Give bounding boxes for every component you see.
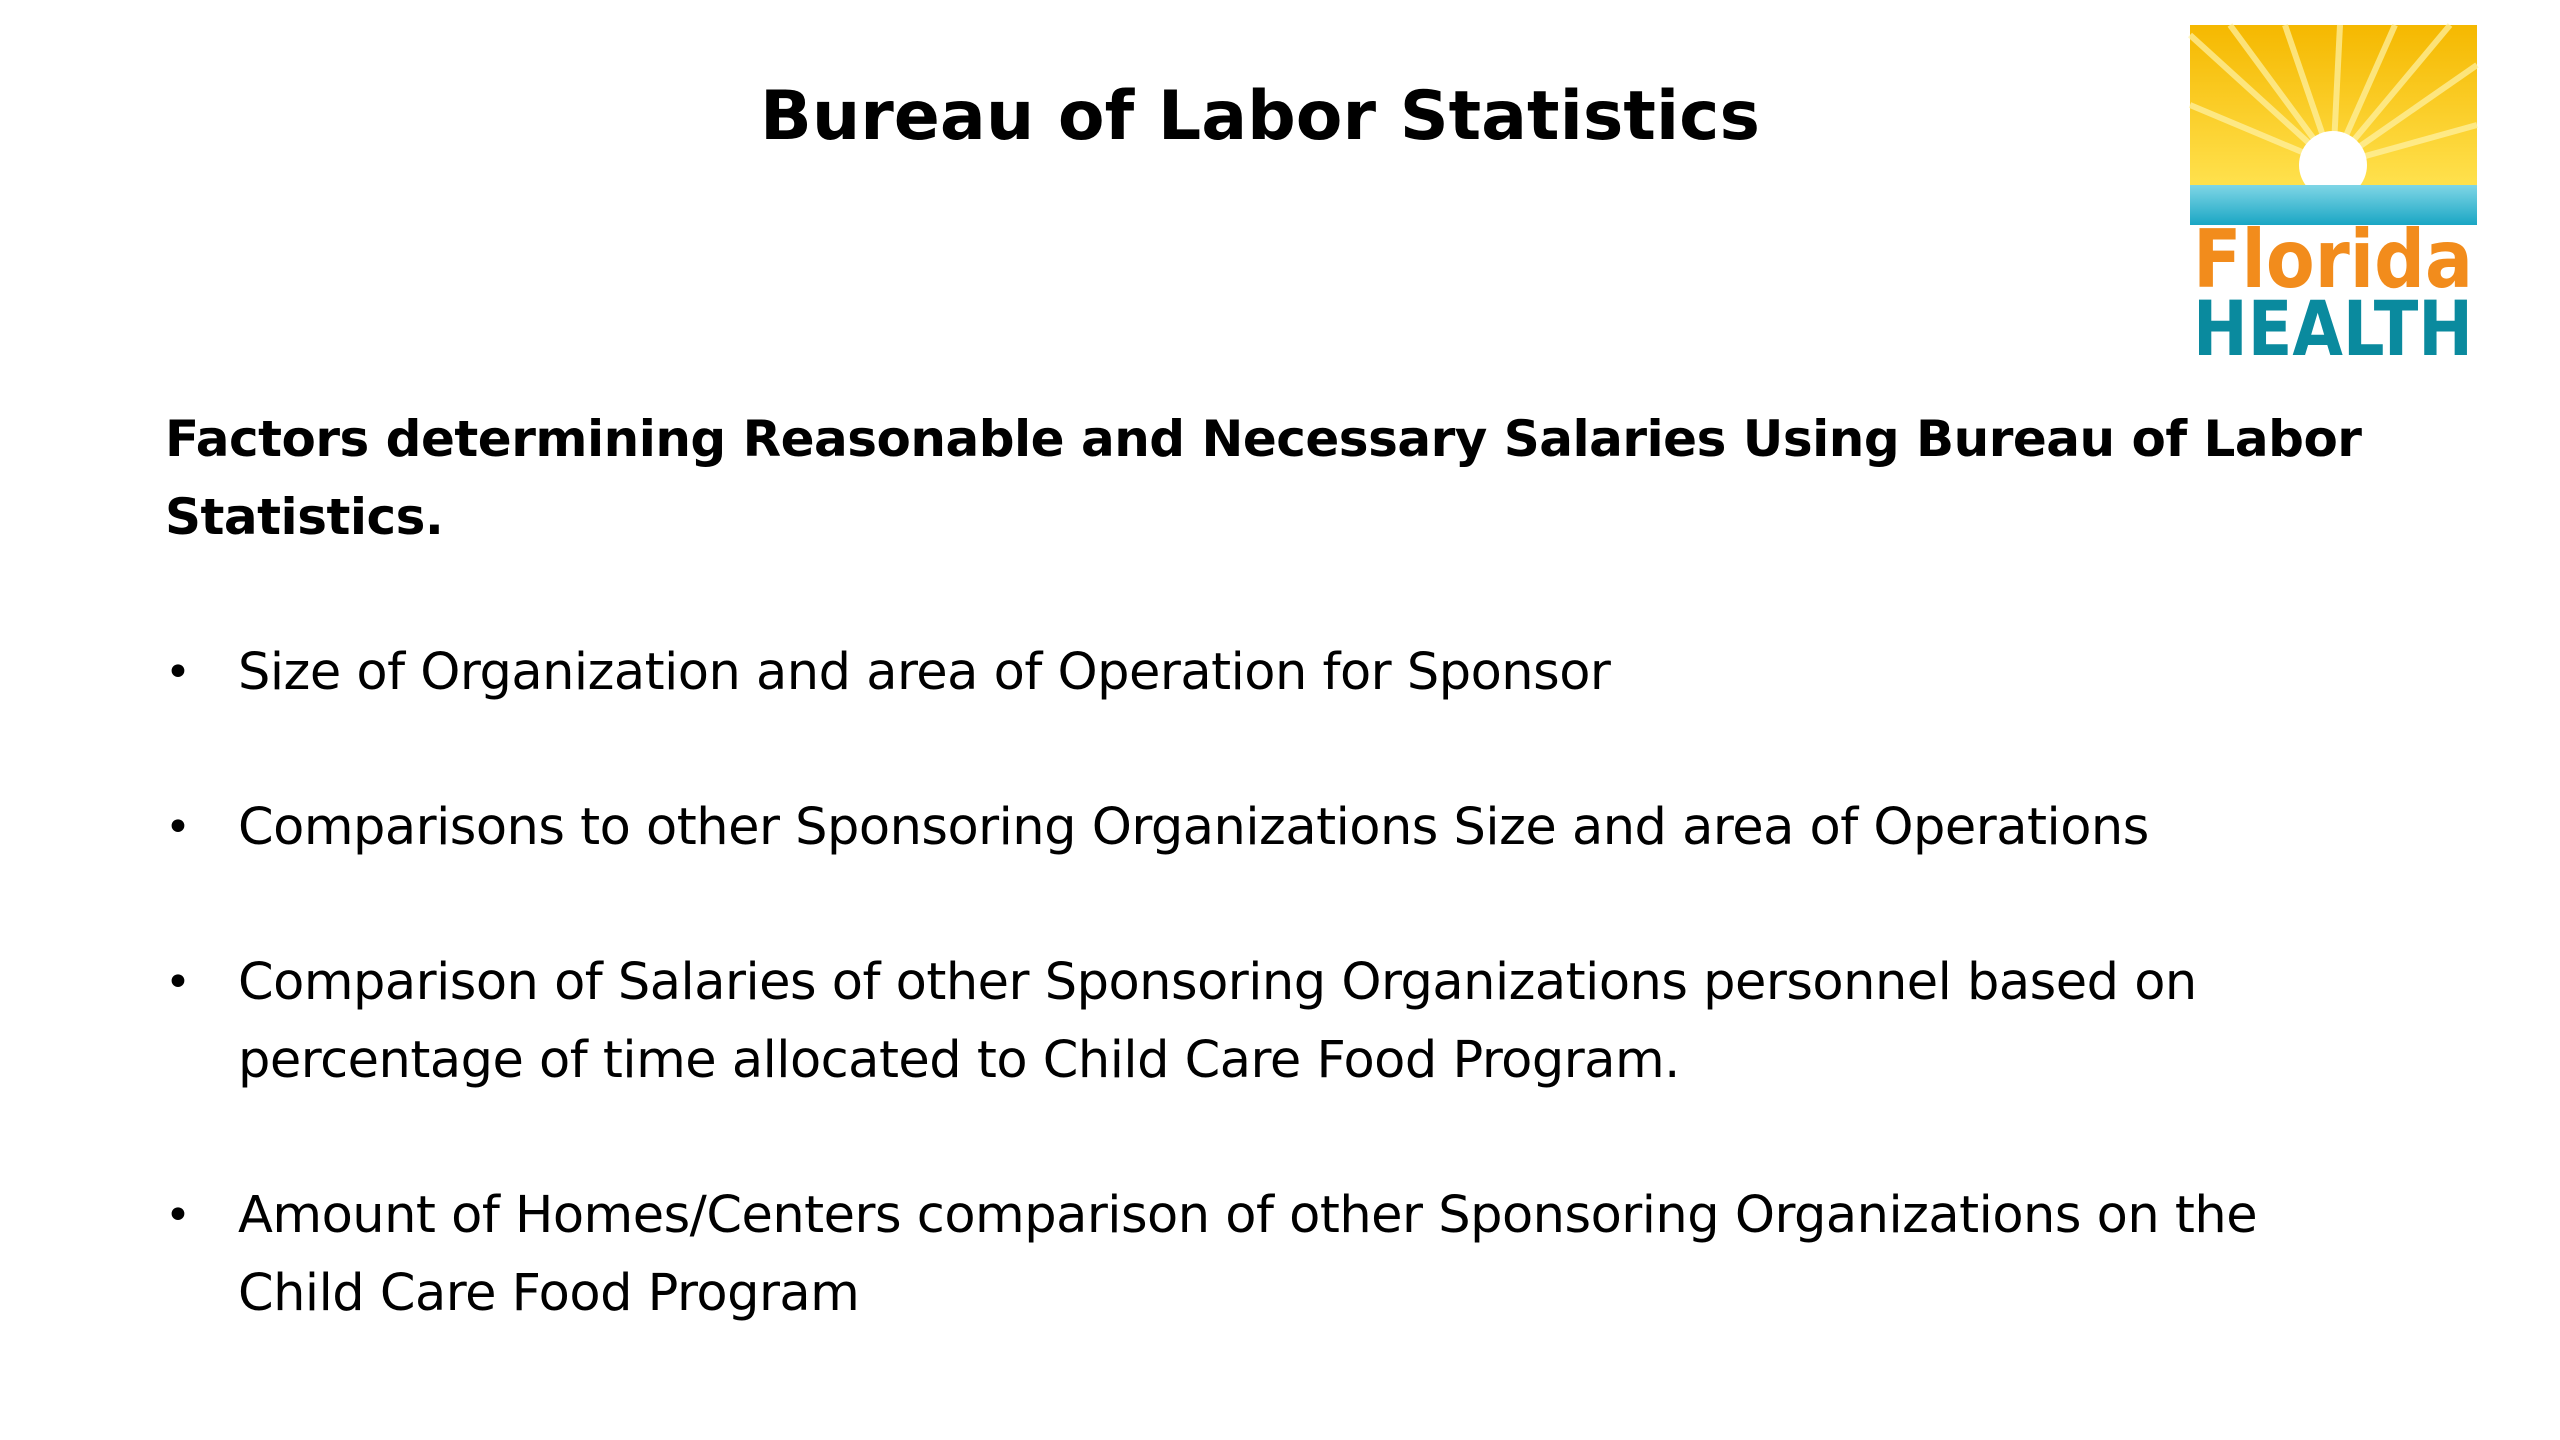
logo-health-text: HEALTH (2193, 284, 2473, 373)
slide-subtitle: Factors determining Reasonable and Necessary Salaries Using Bureau of Labor Statistics. (165, 410, 2362, 546)
bullet-item (165, 1177, 2395, 1333)
bullet-list (165, 634, 2395, 1410)
bullet-item (165, 789, 2395, 867)
bullet-glyph: • (165, 802, 191, 853)
bullet-text: Size of Organization and area of Operation for Sponsor (238, 643, 1611, 702)
florida-health-logo (2190, 25, 2477, 373)
bullet-item (165, 944, 2395, 1100)
bullet-text: Comparisons to other Sponsoring Organizations Size and area of Operations (238, 798, 2149, 857)
bullet-glyph: • (165, 957, 191, 1008)
bullet-item (165, 634, 2395, 712)
logo-florida-text: Florida (2193, 213, 2473, 306)
slide-title: Bureau of Labor Statistics (760, 77, 1760, 156)
bullet-text: Comparison of Salaries of other Sponsoring Organizations personnel based on percentage of time allocated to Child Care Food Program. (238, 953, 2197, 1090)
bullet-glyph: • (165, 1190, 191, 1241)
bullet-text: Amount of Homes/Centers comparison of other Sponsoring Organizations on the Child Care Food Program (238, 1186, 2258, 1323)
bullet-glyph: • (165, 647, 191, 698)
